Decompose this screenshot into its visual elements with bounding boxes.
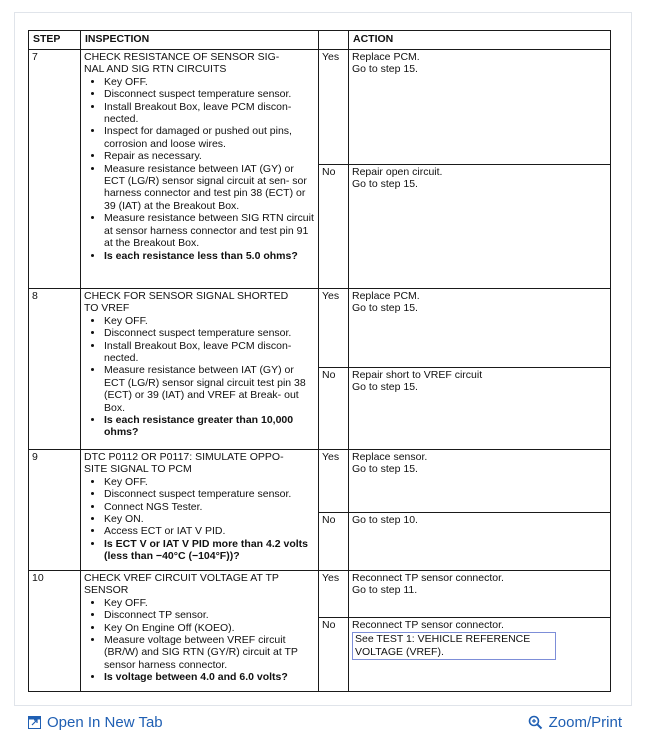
zoom-print-link[interactable] (528, 714, 622, 731)
list-item: • Access ECT or IAT V PID. (104, 525, 315, 537)
table-header-row (29, 31, 611, 50)
list-item: • Key OFF. (104, 76, 315, 88)
no-action (349, 368, 611, 450)
yes-action (349, 289, 611, 368)
list-item: • Install Breakout Box, leave PCM discon- nected. (104, 340, 315, 365)
action-line: Go to step 10. (352, 514, 418, 526)
action-line: Reconnect TP sensor connector. (352, 619, 504, 631)
action-line: Go to step 15. (352, 381, 418, 394)
action-line: Go to step 11. (352, 584, 418, 597)
title-line: SITE SIGNAL TO PCM (84, 463, 192, 476)
table-row (29, 450, 611, 513)
list-item: • Repair as necessary. (104, 150, 315, 162)
action-line: Go to step 15. (352, 463, 418, 476)
inspection-title (84, 572, 315, 597)
step-number: 7 (29, 50, 81, 289)
list-item: • Disconnect suspect temperature sensor. (104, 327, 315, 339)
yes-label: Yes (319, 289, 349, 368)
list-item: • Disconnect suspect temperature sensor. (104, 88, 315, 100)
action-line: Go to step 15. (352, 302, 418, 315)
title-line: TO VREF (84, 302, 130, 315)
inspection-title (84, 290, 315, 315)
no-action (349, 165, 611, 289)
yes-action (349, 571, 611, 618)
header-yes-no (319, 31, 349, 50)
new-tab-icon (28, 716, 41, 729)
title-line: NAL AND SIG RTN CIRCUITS (84, 63, 227, 76)
no-label: No (319, 618, 349, 692)
list-item: • Inspect for damaged or pushed out pins, corrosion and loose wires. (104, 125, 315, 150)
action-line: Go to step 15. (352, 178, 418, 191)
list-item: • Install Breakout Box, leave PCM discon- nected. (104, 101, 315, 126)
list-item: • Key On Engine Off (KOEO). (104, 622, 315, 634)
title-line: DTC P0112 OR P0117: SIMULATE OPPO- (84, 451, 284, 463)
action-line: Reconnect TP sensor connector. (352, 572, 504, 584)
step-number: 10 (29, 571, 81, 692)
inspection-question: • Is voltage between 4.0 and 6.0 volts? (104, 671, 315, 683)
see-test-reference[interactable]: See TEST 1: VEHICLE REFERENCE VOLTAGE (VREF). (352, 632, 556, 660)
list-item: • Disconnect TP sensor. (104, 609, 315, 621)
zoom-print-label: Zoom/Print (548, 714, 622, 731)
inspection-question: • Is ECT V or IAT V PID more than 4.2 volts (less than −40°C (−104°F))? (104, 538, 315, 563)
header-step: STEP (29, 31, 81, 50)
yes-action (349, 50, 611, 165)
list-item: • Measure resistance between SIG RTN circuit at sensor harness connector and test pin 91 at the Breakout Box. (104, 212, 315, 249)
header-inspection: INSPECTION (81, 31, 319, 50)
list-item: • Key OFF. (104, 597, 315, 609)
step-number: 8 (29, 289, 81, 450)
table-row (29, 571, 611, 618)
inspection-list (84, 76, 315, 262)
bottom-bar (14, 708, 632, 740)
no-label: No (319, 165, 349, 289)
inspection-cell (81, 289, 319, 450)
yes-label: Yes (319, 571, 349, 618)
inspection-title (84, 451, 315, 476)
list-item: • Connect NGS Tester. (104, 501, 315, 513)
table-row (29, 289, 611, 368)
inspection-title (84, 51, 315, 76)
list-item: • Key OFF. (104, 315, 315, 327)
inspection-list (84, 315, 315, 439)
header-action: ACTION (349, 31, 611, 50)
action-line: Repair open circuit. (352, 166, 443, 178)
no-label: No (319, 513, 349, 571)
no-action (349, 513, 611, 571)
list-item: • Measure resistance between IAT (GY) or ECT (LG/R) sensor signal circuit test pin 38 (ECT) or 39 (IAT) and VREF at Break- out Box. (104, 364, 315, 414)
list-item: • Key OFF. (104, 476, 315, 488)
inspection-question: • Is each resistance greater than 10,000 ohms? (104, 414, 315, 439)
action-line: Repair short to VREF circuit (352, 369, 483, 381)
list-item: • Measure resistance between IAT (GY) or ECT (LG/R) sensor signal circuit at sen- sor harness connector and test pin 38 (ECT) or 39 (IAT) at the Breakout Box. (104, 163, 315, 213)
magnifier-icon (528, 715, 543, 730)
list-item: • Key ON. (104, 513, 315, 525)
title-line: CHECK VREF CIRCUIT VOLTAGE AT TP (84, 572, 279, 584)
title-line: SENSOR (84, 584, 129, 597)
list-item: • Disconnect suspect temperature sensor. (104, 488, 315, 500)
open-new-tab-label: Open In New Tab (47, 714, 163, 731)
inspection-list (84, 597, 315, 684)
title-line: CHECK FOR SENSOR SIGNAL SHORTED (84, 290, 289, 302)
no-label: No (319, 368, 349, 450)
action-line: Replace PCM. (352, 51, 420, 63)
open-new-tab-link[interactable] (28, 714, 163, 731)
inspection-question: • Is each resistance less than 5.0 ohms? (104, 250, 315, 262)
step-number: 9 (29, 450, 81, 571)
diagnostic-table (28, 30, 611, 692)
action-line: Go to step 15. (352, 63, 418, 76)
title-line: CHECK RESISTANCE OF SENSOR SIG- (84, 51, 280, 63)
inspection-cell (81, 571, 319, 692)
inspection-cell (81, 50, 319, 289)
list-item: • Measure voltage between VREF circuit (BR/W) and SIG RTN (GY/R) circuit at TP sensor harness connector. (104, 634, 315, 671)
table-row (29, 50, 611, 165)
yes-label: Yes (319, 50, 349, 165)
inspection-cell (81, 450, 319, 571)
yes-label: Yes (319, 450, 349, 513)
no-action (349, 618, 611, 692)
action-line: Replace sensor. (352, 451, 428, 463)
inspection-list (84, 476, 315, 563)
yes-action (349, 450, 611, 513)
action-line: Replace PCM. (352, 290, 420, 302)
